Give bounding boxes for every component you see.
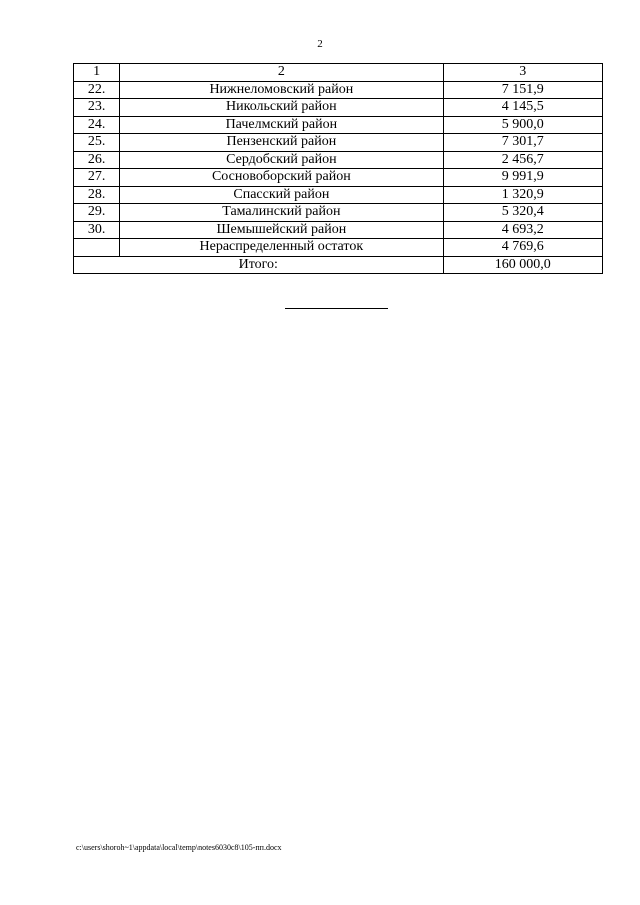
closing-separator-line [285, 308, 388, 309]
table-row [74, 169, 603, 187]
district-value: 7 151,9 [443, 81, 602, 99]
row-number: 29. [74, 204, 120, 222]
allocation-table [73, 63, 603, 274]
district-value: 9 991,9 [443, 169, 602, 187]
table-row [74, 151, 603, 169]
row-number: 28. [74, 186, 120, 204]
table-row [74, 116, 603, 134]
district-value: 4 693,2 [443, 221, 602, 239]
total-row [74, 256, 603, 274]
table-row [74, 99, 603, 117]
column-header: 3 [443, 64, 602, 82]
remainder-label: Нераспределенный остаток [120, 239, 443, 257]
total-value: 160 000,0 [443, 256, 602, 274]
column-header: 1 [74, 64, 120, 82]
total-label: Итого: [74, 256, 444, 274]
district-value: 4 145,5 [443, 99, 602, 117]
district-value: 7 301,7 [443, 134, 602, 152]
district-name: Сердобский район [120, 151, 443, 169]
column-header: 2 [120, 64, 443, 82]
table-row [74, 81, 603, 99]
table-row [74, 221, 603, 239]
district-name: Сосновоборский район [120, 169, 443, 187]
district-name: Нижнеломовский район [120, 81, 443, 99]
footer-file-path: c:\users\shoroh~1\appdata\local\temp\notes6030c8\105-пп.docx [76, 843, 282, 852]
district-value: 1 320,9 [443, 186, 602, 204]
table-row [74, 186, 603, 204]
district-name: Пачелмский район [120, 116, 443, 134]
district-name: Тамалинский район [120, 204, 443, 222]
district-name: Пензенский район [120, 134, 443, 152]
row-number: 23. [74, 99, 120, 117]
district-name: Никольский район [120, 99, 443, 117]
row-number: 24. [74, 116, 120, 134]
district-value: 5 900,0 [443, 116, 602, 134]
page-number: 2 [317, 38, 323, 50]
row-number: 30. [74, 221, 120, 239]
district-value: 2 456,7 [443, 151, 602, 169]
table-row [74, 134, 603, 152]
table-header-row [74, 64, 603, 82]
row-number: 22. [74, 81, 120, 99]
remainder-row [74, 239, 603, 257]
district-name: Шемышейский район [120, 221, 443, 239]
table-row [74, 204, 603, 222]
row-number: 26. [74, 151, 120, 169]
row-number-empty [74, 239, 120, 257]
remainder-value: 4 769,6 [443, 239, 602, 257]
row-number: 27. [74, 169, 120, 187]
district-value: 5 320,4 [443, 204, 602, 222]
district-name: Спасский район [120, 186, 443, 204]
row-number: 25. [74, 134, 120, 152]
